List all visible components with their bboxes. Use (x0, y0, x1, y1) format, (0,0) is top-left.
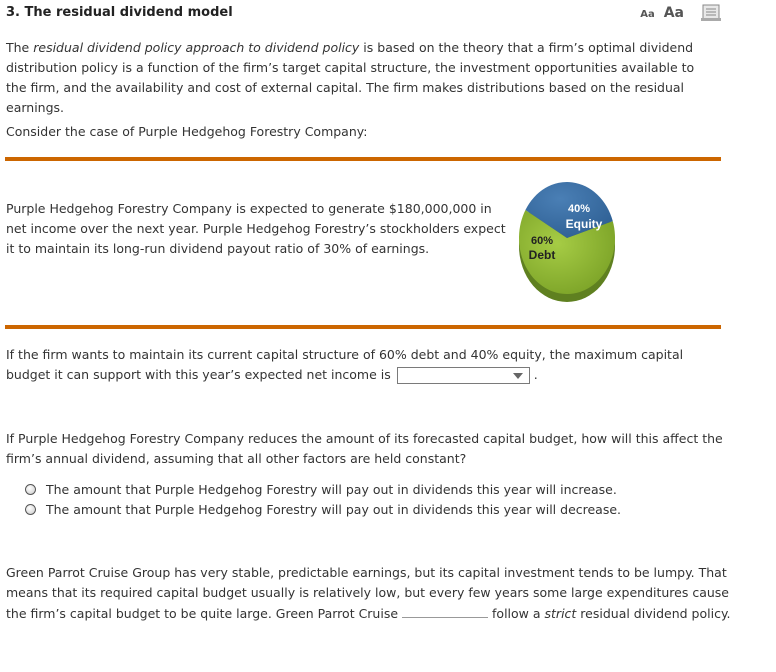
radio-decrease[interactable] (25, 504, 36, 515)
dividend-question: If Purple Hedgehog Forestry Company reduces the amount of its forecasted capital budget, how will this affect the firm’s annual dividend, assuming that all other factors are held constant? (6, 431, 723, 466)
capital-budget-dropdown[interactable] (397, 367, 530, 384)
answer-option-decrease[interactable] (25, 502, 621, 517)
intro-paragraph: The residual dividend policy approach to dividend policy is based on the theory that a firm’s optimal dividend distribution policy is a function of the firm’s target capital structure, the investment opportunities available to the firm, and the availability and cost of external capital. The firm makes distributions based on the residual earnings. (6, 40, 695, 115)
answer-option-increase[interactable] (25, 482, 617, 497)
pie-label-debt: Debt (528, 248, 556, 262)
pie-label-equity-pct: 40% (567, 203, 591, 215)
option-label-increase: The amount that Purple Hedgehog Forestry will pay out in dividends this year will increase. (46, 482, 617, 497)
print-icon[interactable] (701, 4, 721, 22)
radio-increase[interactable] (25, 484, 36, 495)
font-size-controls (640, 5, 684, 21)
policy-term: residual dividend policy approach to dividend policy (33, 40, 360, 55)
consider-text: Consider the case of Purple Hedgehog Forestry Company: (6, 124, 368, 139)
capital-budget-question: If the firm wants to maintain its current capital structure of 60% debt and 40% equity, the maximum capital budget it can support with this year’s expected net income is . (6, 347, 684, 382)
pie-label-debt-pct: 60% (530, 235, 554, 247)
section-divider-bottom (5, 325, 721, 329)
font-increase-button[interactable]: Aa (663, 5, 684, 21)
chevron-down-icon (513, 373, 523, 379)
question-title: 3. The residual dividend model (6, 5, 233, 20)
font-decrease-button[interactable]: Aa (640, 9, 655, 20)
strict-term: strict (544, 606, 577, 621)
pie-label-equity: Equity (565, 217, 603, 231)
case-description: Purple Hedgehog Forestry Company is expected to generate $180,000,000 in net income over the next year. Purple Hedgehog Forestry’s stockholders expect it to maintain its long-run dividend payout ratio of 30% of earnings. (6, 201, 506, 256)
green-parrot-question: Green Parrot Cruise Group has very stable, predictable earnings, but its capital investment tends to be lumpy. That means that its required capital budget usually is relatively low, but every few years some large expenditures cause the firm’s capital budget to be quite large. Green Parrot Cruise follow a strict residual dividend policy. (6, 565, 731, 621)
option-label-decrease: The amount that Purple Hedgehog Forestry will pay out in dividends this year will decrease. (46, 502, 622, 517)
policy-blank-field[interactable] (402, 603, 488, 618)
section-divider-top (5, 157, 721, 161)
capital-structure-pie-chart (516, 182, 618, 306)
